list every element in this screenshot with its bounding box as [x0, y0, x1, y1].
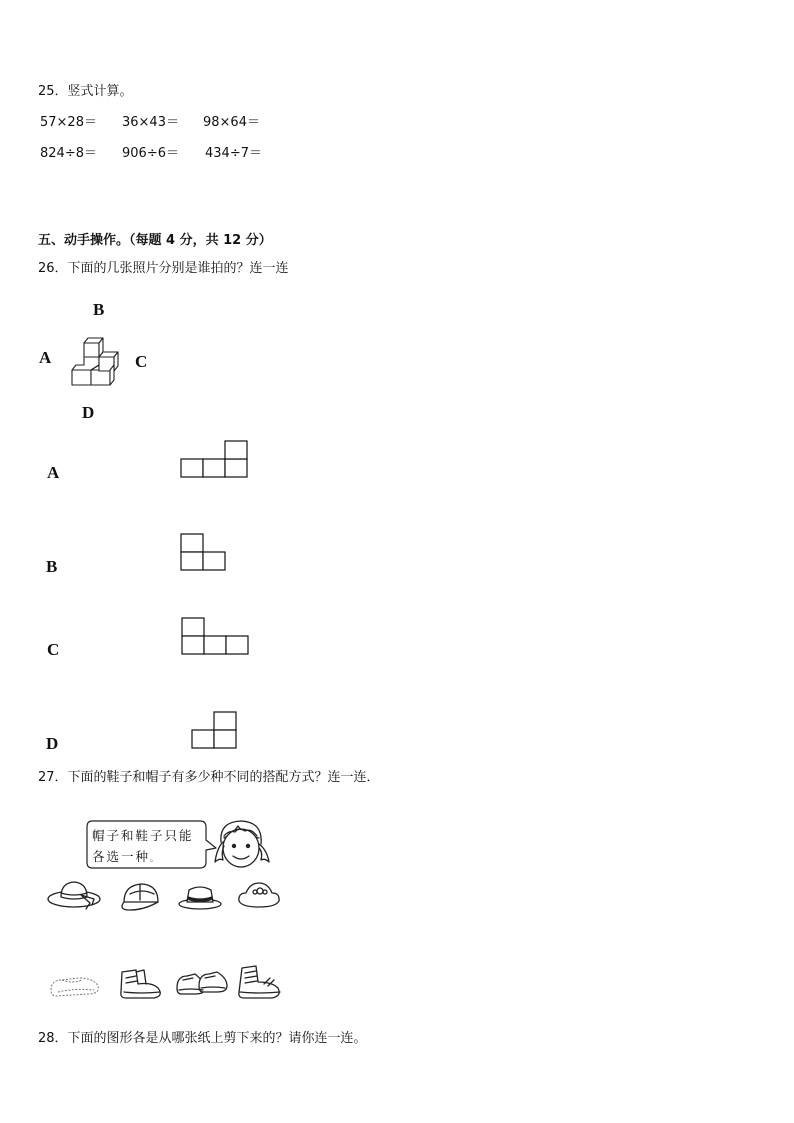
bubble-tail: 。: [150, 854, 159, 863]
q28-title: 28．下面的图形各是从哪张纸上剪下来的？请你连一连。: [38, 1031, 367, 1046]
baseball-cap-icon: [118, 880, 164, 914]
photo-label-d: D: [46, 734, 59, 753]
viewer-label-c: C: [135, 352, 148, 371]
q25-expr-1: 57×28＝: [40, 115, 97, 130]
photo-label-a: A: [47, 463, 60, 482]
photo-label-c: C: [47, 640, 60, 659]
bubble-line-2-wrap: [92, 846, 158, 869]
q25-expr-2: 36×43＝: [122, 115, 179, 130]
lace-up-boot-icon: [118, 966, 166, 1002]
fedora-hat-icon: [177, 882, 223, 912]
q25-expr-4: 824÷8＝: [40, 146, 97, 161]
high-top-sneaker-icon: [236, 964, 282, 1002]
sneaker-pair-icon: [175, 966, 229, 1000]
section-heading: 五、动手操作。（每题 4 分，共 12 分）: [38, 233, 272, 248]
q25-expr-5: 906÷6＝: [122, 146, 179, 161]
wide-brim-bow-hat-icon: [46, 877, 102, 913]
q25-title: 25．竖式计算。: [38, 84, 133, 99]
cube-stack-figure: [70, 335, 120, 387]
view-shape-b: [180, 533, 230, 573]
q25-expr-6: 434÷7＝: [205, 146, 262, 161]
view-shape-c: [181, 617, 251, 657]
view-shape-a: [180, 440, 250, 480]
girl-face-icon: [211, 816, 275, 874]
q27-title: 27．下面的鞋子和帽子有多少种不同的搭配方式？连一连．: [38, 770, 380, 785]
viewer-label-b: B: [93, 300, 105, 319]
bubble-line-1: 帽子和鞋子只能: [92, 828, 194, 843]
flower-sun-hat-icon: [236, 879, 282, 913]
slipper-shoe-icon: [48, 970, 102, 1000]
photo-label-b: B: [46, 557, 58, 576]
view-shape-d: [191, 711, 241, 751]
q25-expr-3: 98×64＝: [203, 115, 260, 130]
viewer-label-a: A: [39, 348, 52, 367]
bubble-line-2: 各选一种: [92, 849, 151, 864]
q26-title: 26．下面的几张照片分别是谁拍的？连一连: [38, 261, 289, 276]
viewer-label-d: D: [82, 403, 95, 422]
